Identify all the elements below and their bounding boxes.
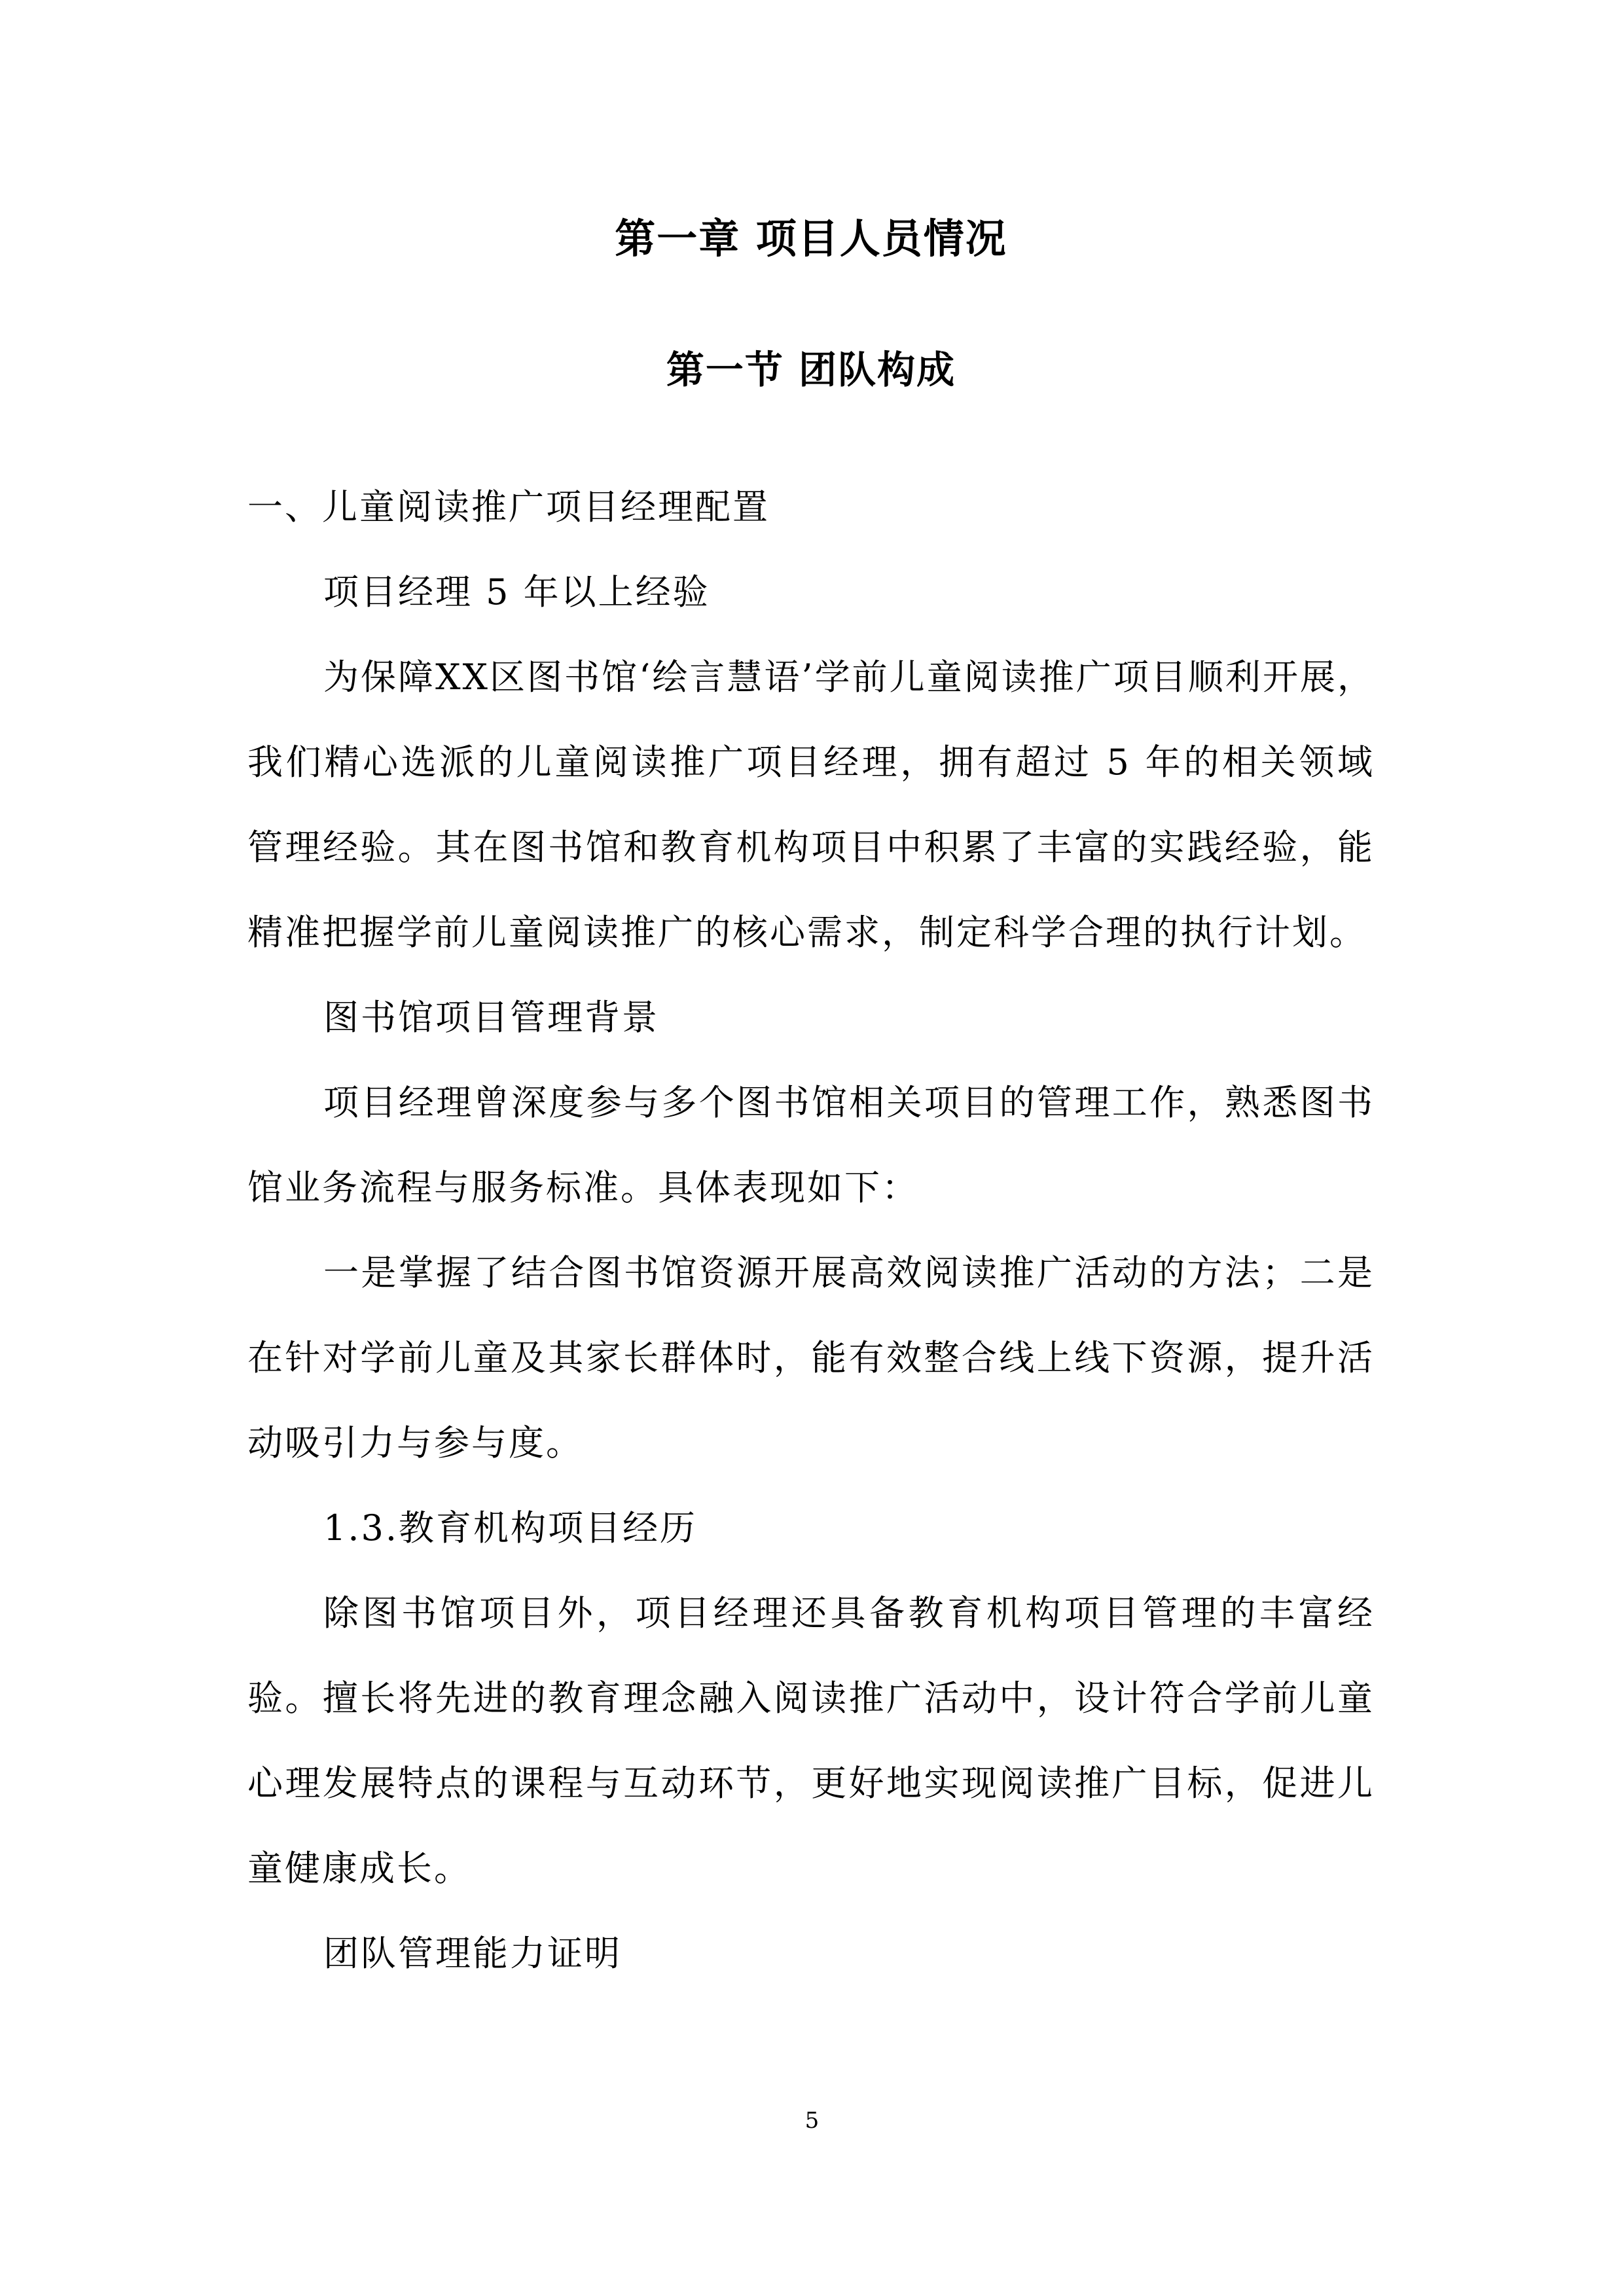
chapter-title: 第一章 项目人员情况 (615, 215, 1007, 262)
subheading-team-management: 团队管理能力证明 (323, 1933, 622, 1974)
paragraph-library-details: 一是掌握了结合图书馆资源开展高效阅读推广活动的方法；二是在针对学前儿童及其家长群体时，能有效整合线上线下资源，提升活动吸引力与参与度。 (247, 1252, 1375, 1463)
section-title: 第一节 团队构成 (666, 348, 956, 392)
heading-1: 一、儿童阅读推广项目经理配置 (247, 486, 770, 528)
subheading-library-background: 图书馆项目管理背景 (323, 997, 659, 1038)
page-content (247, 196, 1375, 1996)
subheading-experience: 项目经理 5 年以上经验 (323, 571, 710, 613)
paragraph-education-experience: 除图书馆项目外，项目经理还具备教育机构项目管理的丰富经验。擅长将先进的教育理念融入阅读推广活动中，设计符合学前儿童心理发展特点的课程与互动环节，更好地实现阅读推广目标，促进儿童健康成长。 (247, 1592, 1375, 1889)
paragraph-library-background: 项目经理曾深度参与多个图书馆相关项目的管理工作，熟悉图书馆业务流程与服务标准。具体表现如下： (247, 1082, 1375, 1208)
page-number: 5 (804, 2108, 820, 2134)
subheading-education-experience: 1.3.教育机构项目经历 (323, 1507, 698, 1549)
paragraph-experience: 为保障XX区图书馆‘绘言慧语’学前儿童阅读推广项目顺利开展，我们精心选派的儿童阅读推广项目经理，拥有超过 5 年的相关领域管理经验。其在图书馆和教育机构项目中积累了丰富的实践经验，能精准把握学前儿童阅读推广的核心需求，制定科学合理的执行计划。 (247, 656, 1375, 953)
